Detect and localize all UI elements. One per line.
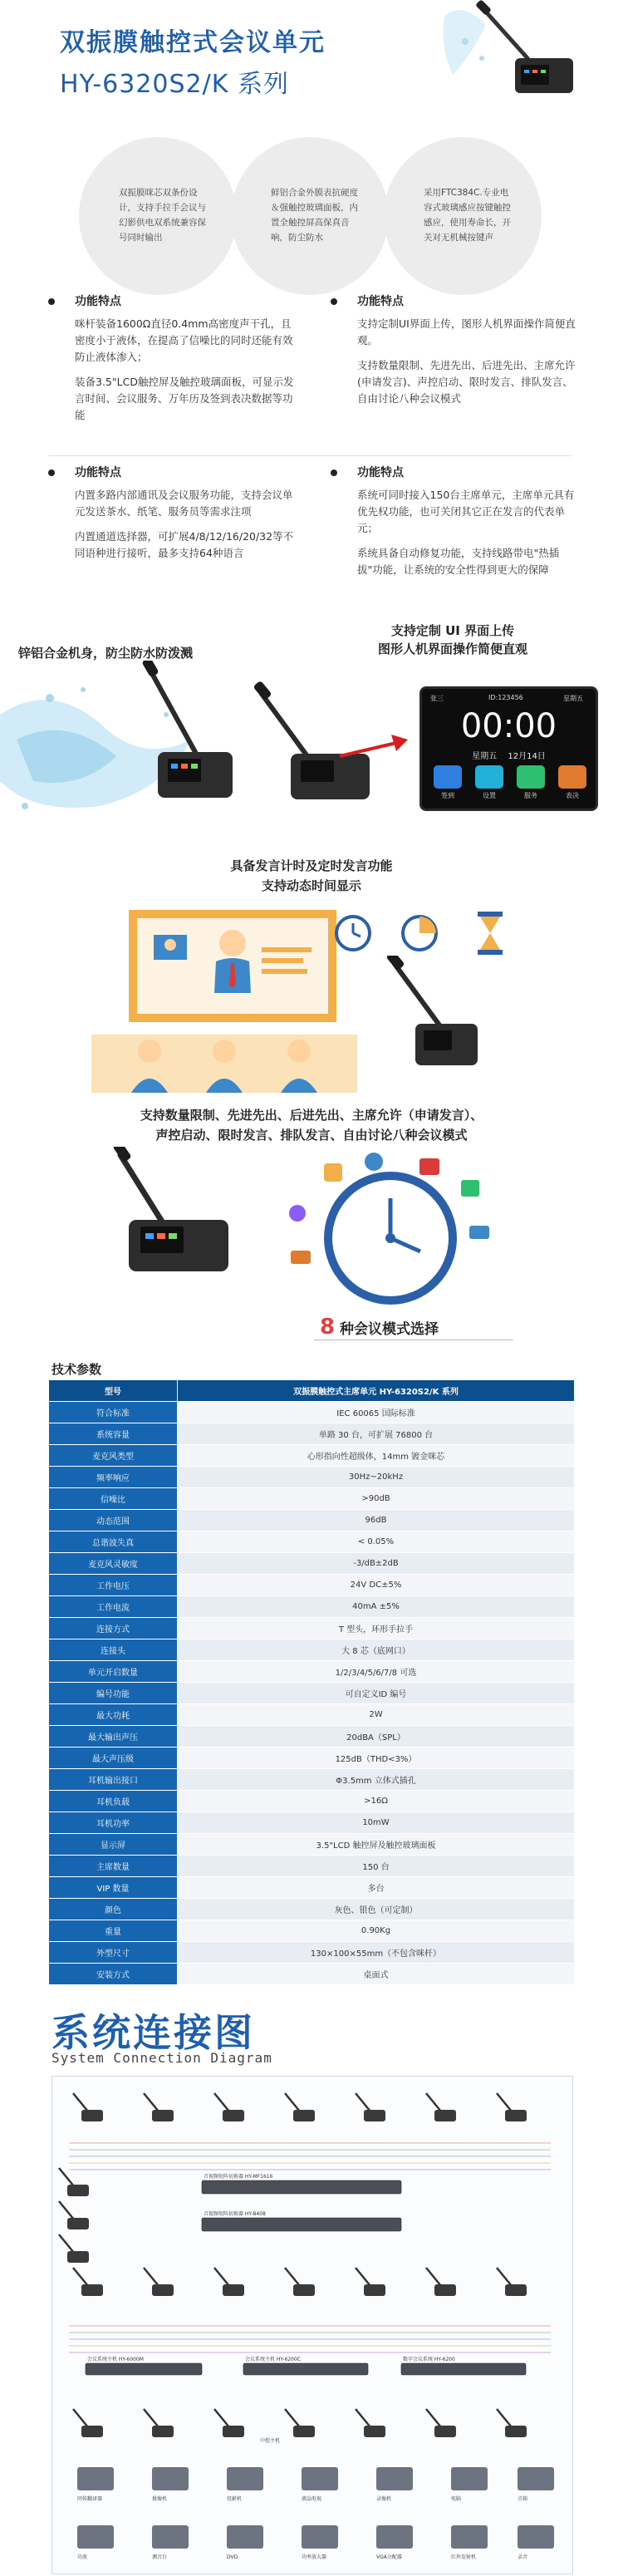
mic-base: [364, 2284, 385, 2296]
ui-caption-line-2: 图形人机界面操作简便直观: [377, 642, 527, 656]
feature-title: 功能特点: [75, 466, 121, 479]
arrow-right-icon: [336, 731, 411, 764]
spec-row: [49, 1942, 575, 1964]
modes-count: 8: [320, 1315, 336, 1340]
spec-row: [49, 1575, 575, 1596]
mic-stem: [285, 2268, 300, 2286]
spec-row: [49, 1683, 575, 1704]
mic-base: [434, 2284, 456, 2296]
feature-paragraph: 咪杆装备1600Ω直径0.4mm高密度声干孔，且密度小于液体，在提高了信噪比的同时还能有效防止液体渗入；: [75, 317, 293, 363]
bullet-icon: [331, 298, 337, 305]
mic-base: [505, 2284, 527, 2296]
mic-base: [152, 2110, 174, 2121]
mic-base: [364, 2426, 385, 2437]
spec-key: 显示屏: [49, 1834, 178, 1856]
intro-circle-1: [79, 137, 237, 295]
spec-value: 24V DC±5%: [178, 1575, 575, 1596]
feature-title: 功能特点: [75, 295, 121, 308]
matrix-b-label: 音视频矩阵切换器 HY-8408: [204, 2211, 266, 2217]
camera-device: [152, 2467, 189, 2490]
mic-stem: [426, 2409, 441, 2427]
spec-value: 30Hz~20kHz: [178, 1467, 575, 1488]
spec-key: VIP 数量: [49, 1877, 178, 1899]
mic-stem: [59, 2234, 74, 2253]
spec-value: 0.90Kg: [178, 1920, 575, 1942]
signin-label: 签到: [441, 792, 454, 799]
spec-key: 耳机负载: [49, 1791, 178, 1812]
spec-key: 工作电流: [49, 1596, 178, 1618]
timer-caption-line-1: 具备发言计时及定时发言功能: [230, 858, 393, 873]
spec-key: 系统容量: [49, 1423, 178, 1445]
mic-base: [67, 2185, 89, 2196]
spec-row: [49, 1856, 575, 1877]
modes-caption-line-2: 声控启动、限时发言、排队发言、自由讨论八种会议模式: [155, 1128, 468, 1143]
intro-text-3: 采用FTC384C.专业电容式玻璃感应按键触控感应，使用寿命长，开关对无机械按键声: [424, 188, 511, 243]
spec-key: 编号功能: [49, 1683, 178, 1704]
screen-date: 12月14日: [508, 752, 546, 761]
vote-label: 表决: [566, 792, 579, 799]
computer-device-label: 电脑: [451, 2496, 462, 2502]
mic-stem: [144, 2268, 159, 2286]
mic-stem: [356, 2093, 370, 2111]
spec-key: 最大声压级: [49, 1748, 178, 1769]
spec-row: [49, 1596, 575, 1618]
mic-stem: [144, 2409, 159, 2427]
projector-device: [227, 2467, 263, 2490]
mixer-device: [152, 2525, 189, 2549]
spec-row: [49, 1877, 575, 1899]
settings-icon[interactable]: [475, 765, 503, 789]
mic-base: [67, 2218, 89, 2229]
spec-value: 桌面式: [178, 1964, 575, 1985]
spec-key: 耳机功率: [49, 1812, 178, 1834]
feature-title: 功能特点: [357, 295, 404, 308]
system-diagram-title: 系统连接图: [52, 2010, 255, 2055]
spec-value: 130×100×55mm（不包含咪杆）: [178, 1942, 575, 1964]
mic-stem: [285, 2409, 300, 2427]
host-unit: [86, 2363, 202, 2375]
mic-base: [67, 2251, 89, 2263]
spec-value: >16Ω: [178, 1791, 575, 1812]
device-image-3: [71, 1147, 237, 1280]
host-unit-2-label: 会议系统主机 HY-6200C: [245, 2357, 301, 2362]
matrix-b: [202, 2218, 401, 2231]
spec-value: 150 台: [178, 1856, 575, 1877]
interpreter-device-label: 同传翻译器: [77, 2496, 103, 2502]
spec-header-row: [49, 1380, 575, 1402]
spec-key: 信噪比: [49, 1488, 178, 1510]
spec-row: [49, 1531, 575, 1553]
speaker-device: [518, 2467, 554, 2490]
mic-stem: [73, 2268, 88, 2286]
spec-header-key: 型号: [49, 1380, 178, 1402]
mic-base: [293, 2110, 315, 2121]
spec-value: 大 8 芯（底网口）: [178, 1639, 575, 1661]
page-title: 双振膜触控式会议单元: [60, 28, 326, 57]
spec-value: 心形指向性超级体，14mm 镀金咪芯: [178, 1445, 575, 1467]
screen-clock: 00:00: [460, 707, 557, 745]
spec-row: [49, 1661, 575, 1683]
timer-icons: [324, 902, 515, 960]
mixer-device-label: 调音台: [152, 2554, 168, 2560]
spec-key: 连接方式: [49, 1618, 178, 1639]
mic-stem: [59, 2201, 74, 2220]
mic-stem: [426, 2093, 441, 2111]
intro-circle-3: [384, 137, 542, 295]
spec-value: Φ3.5mm 立体式插孔: [178, 1769, 575, 1791]
ir-transmitter-device-label: 红外发射机: [451, 2554, 477, 2560]
mic-base: [364, 2110, 385, 2121]
spec-key: 麦克风类型: [49, 1445, 178, 1467]
matrix-a-label: 音视频矩阵切换器 HY-MF1616: [204, 2174, 273, 2180]
dvd-device: [227, 2525, 263, 2549]
spec-row: [49, 1553, 575, 1575]
vote-icon[interactable]: [558, 765, 586, 789]
mic-base: [293, 2426, 315, 2437]
feature-paragraph: 系统具备自动修复功能，支持线路带电"热插拔"功能，让系统的安全性得到更大的保障: [357, 547, 560, 576]
ui-caption-line-1: 支持定制 UI 界面上传: [390, 623, 515, 638]
feature-block-3: [48, 464, 297, 613]
feature-block-4: [331, 464, 580, 613]
timer-caption: [0, 856, 623, 896]
spec-heading: 技术参数: [52, 1362, 102, 1377]
spec-value: 单路 30 台，可扩展 76800 台: [178, 1423, 575, 1445]
mic-stem: [214, 2268, 229, 2286]
mic-base: [223, 2426, 244, 2437]
mic-stem: [497, 2409, 512, 2427]
record-device-label: 录音: [518, 2554, 528, 2560]
mic-base: [152, 2426, 174, 2437]
mic-stem: [144, 2093, 159, 2111]
spec-value: 20dBA（SPL）: [178, 1726, 575, 1748]
mic-base: [434, 2110, 456, 2121]
intro-text-1: 双振膜咪芯双条份设计，支持手拉手会议与幻影供电双系统兼容保号同时输出: [119, 188, 206, 243]
spec-key: 连接头: [49, 1639, 178, 1661]
mic-base: [505, 2110, 527, 2121]
system-diagram-subtitle: System Connection Diagram: [52, 2050, 272, 2066]
spec-row: [49, 1510, 575, 1531]
mic-stem: [214, 2093, 229, 2111]
mic-base: [223, 2284, 244, 2296]
spec-value: >90dB: [178, 1488, 575, 1510]
intro-text-2: 鲜铝合金外膜表抗硬度＆强触控玻璃面板，内置全触控屏高保真音响，防尘防水: [271, 188, 358, 243]
matrix-a: [202, 2180, 401, 2194]
feature-block-2: [331, 293, 580, 459]
mic-stem: [73, 2093, 88, 2111]
spec-row: [49, 1726, 575, 1748]
screen-user-name: 张三: [430, 695, 444, 702]
interpreter-device: [77, 2467, 114, 2490]
spec-value: 可自定义ID 编号: [178, 1683, 575, 1704]
feature-title: 功能特点: [357, 466, 404, 479]
dvd-device-label: DVD: [227, 2554, 238, 2560]
spec-value: 125dB（THD<3%）: [178, 1748, 575, 1769]
screen-weekday-top: 星期五: [563, 695, 583, 702]
spec-row: [49, 1964, 575, 1985]
feature-paragraph: 装备3.5"LCD触控屏及触控玻璃面板，可显示发言时间、会议服务、万年历及签到表决数据等功能: [75, 376, 294, 421]
host-unit-2: [243, 2363, 368, 2375]
model-title: HY-6320S2/K 系列: [60, 70, 289, 99]
alloy-caption: 锌铝合金机身，防尘防水防泼溅: [18, 646, 194, 661]
recorder-device-label: 录像机: [376, 2496, 392, 2502]
modes-count-text: 种会议模式选择: [340, 1321, 439, 1338]
projector-device-label: 投影机: [227, 2496, 243, 2502]
bullet-icon: [48, 298, 55, 305]
spec-row: [49, 1423, 575, 1445]
system-diagram-graphic: [52, 2077, 572, 2574]
hero-banner: [0, 0, 623, 108]
modes-caption-line-1: 支持数量限制、先进先出、后进先出、主席允许（申请发言）、: [140, 1108, 483, 1123]
spec-row: [49, 1769, 575, 1791]
hero-microphone-image: [436, 0, 586, 108]
device-front-image: [125, 661, 241, 810]
spec-key: 安装方式: [49, 1964, 178, 1985]
ui-caption: [349, 622, 557, 658]
spec-value: 10mW: [178, 1812, 575, 1834]
ir-transmitter-device: [451, 2525, 488, 2549]
host-unit-label: 会议系统主机 HY-6000M: [87, 2357, 144, 2362]
spec-value: -3/dB±2dB: [178, 1553, 575, 1575]
spec-row: [49, 1402, 575, 1423]
spec-table: [48, 1379, 575, 1985]
mic-base: [81, 2284, 103, 2296]
spec-value: 1/2/3/4/5/6/7/8 可选: [178, 1661, 575, 1683]
spec-row: [49, 1834, 575, 1856]
spec-row: [49, 1791, 575, 1812]
lcd-screen-preview: [419, 686, 598, 811]
feature-paragraph: 内置多路内部通讯及会议服务功能，支持会议单元发送茶水、纸笔、服务员等需求注项: [75, 489, 293, 518]
service-icon[interactable]: [517, 765, 545, 789]
mic-stem: [356, 2409, 370, 2427]
center-host-label: 中控主机: [260, 2438, 281, 2444]
screen-id: ID:123456: [488, 694, 523, 701]
spec-row: [49, 1899, 575, 1920]
spec-key: 外型尺寸: [49, 1942, 178, 1964]
divider: [48, 455, 571, 456]
spec-value: T 型头，环形手拉手: [178, 1618, 575, 1639]
mic-stem: [73, 2409, 88, 2427]
spec-value: 40mA ±5%: [178, 1596, 575, 1618]
bullet-icon: [48, 469, 55, 476]
spec-value: 96dB: [178, 1510, 575, 1531]
spec-key: 耳机输出接口: [49, 1769, 178, 1791]
amplifier-device: [77, 2525, 114, 2549]
spec-row: [49, 1920, 575, 1942]
modes-caption: [0, 1105, 623, 1145]
spec-key: 最大功耗: [49, 1704, 178, 1726]
feature-paragraph: 支持定制UI界面上传，图形人机界面操作简便直观。: [357, 317, 576, 347]
spec-row: [49, 1618, 575, 1639]
power-amp-device: [302, 2525, 338, 2549]
amplifier-device-label: 功放: [77, 2554, 88, 2560]
mic-stem: [356, 2268, 370, 2286]
timer-caption-line-2: 支持动态时间显示: [261, 878, 361, 893]
spec-key: 动态范围: [49, 1510, 178, 1531]
spec-key: 总谐波失真: [49, 1531, 178, 1553]
tv-device: [302, 2467, 338, 2490]
host-unit-3: [401, 2363, 526, 2375]
mic-stem: [214, 2409, 229, 2427]
spec-row: [49, 1467, 575, 1488]
settings-label: 设置: [483, 792, 496, 799]
camera-device-label: 摄像机: [152, 2496, 168, 2502]
mic-base: [152, 2284, 174, 2296]
bullet-icon: [331, 469, 337, 476]
recorder-device: [376, 2467, 413, 2490]
speaker-device-label: 音箱: [518, 2496, 528, 2502]
spec-value: 多台: [178, 1877, 575, 1899]
record-device: [518, 2525, 554, 2549]
spec-value: IEC 60065 国际标准: [178, 1402, 575, 1423]
mic-base: [505, 2426, 527, 2437]
mic-base: [81, 2110, 103, 2121]
vga-splitter-device-label: VGA分配器: [376, 2554, 402, 2560]
spec-row: [49, 1639, 575, 1661]
spec-row: [49, 1488, 575, 1510]
spec-key: 符合标准: [49, 1402, 178, 1423]
spec-value: 2W: [178, 1704, 575, 1726]
feature-paragraph: 支持数量限制、先进先出、后进先出、主席允许(申请发言)、声控启动、限时发言、排队发言、自由讨论八种会议模式: [357, 359, 576, 405]
computer-device: [451, 2467, 488, 2490]
device-image-2: [382, 956, 482, 1080]
modes-count-label: [320, 1315, 439, 1340]
mic-stem: [59, 2168, 74, 2186]
spec-key: 工作电压: [49, 1575, 178, 1596]
screen-weekday: 星期五: [472, 752, 498, 761]
spec-key: 麦克风灵敏度: [49, 1553, 178, 1575]
tv-device-label: 液晶电视: [302, 2496, 322, 2502]
spec-key: 单元开启数量: [49, 1661, 178, 1683]
spec-row: [49, 1704, 575, 1726]
mic-base: [223, 2110, 244, 2121]
mic-stem: [426, 2268, 441, 2286]
spec-key: 频率响应: [49, 1467, 178, 1488]
service-label: 服务: [524, 792, 537, 799]
mic-base: [293, 2284, 315, 2296]
intro-circle-2: [231, 137, 389, 295]
feature-paragraph: 内置通道选择器，可扩展4/8/12/16/20/32等不同语种进行接听，最多支持64种语言: [75, 530, 294, 559]
spec-value: 灰色、银色（可定制）: [178, 1899, 575, 1920]
mic-base: [434, 2426, 456, 2437]
spec-row: [49, 1748, 575, 1769]
spec-value: 3.5"LCD 触控屏及触控玻璃面板: [178, 1834, 575, 1856]
vga-splitter-device: [376, 2525, 413, 2549]
mic-stem: [497, 2268, 512, 2286]
mic-base: [81, 2426, 103, 2437]
spec-key: 颜色: [49, 1899, 178, 1920]
spec-key: 最大输出声压: [49, 1726, 178, 1748]
presentation-illustration: [91, 902, 357, 1093]
spec-row: [49, 1812, 575, 1834]
spec-row: [49, 1445, 575, 1467]
spec-key: 主席数量: [49, 1856, 178, 1877]
modes-clock-illustration: [274, 1147, 507, 1313]
feature-block-1: [48, 293, 297, 459]
signin-icon[interactable]: [434, 765, 462, 789]
mic-stem: [497, 2093, 512, 2111]
host-unit-3-label: 数字会议系统 HY-6200: [403, 2357, 455, 2362]
power-amp-device-label: 功率放大器: [302, 2554, 327, 2560]
mic-stem: [285, 2093, 300, 2111]
system-diagram: [52, 2076, 573, 2574]
spec-value: < 0.05%: [178, 1531, 575, 1553]
spec-header-value: 双振膜触控式主席单元 HY-6320S2/K 系列: [178, 1380, 575, 1402]
feature-paragraph: 系统可同时接入150台主席单元，主席单元具有优先权功能，也可关闭其它正在发言的代表单元；: [357, 489, 575, 534]
spec-key: 重量: [49, 1920, 178, 1942]
